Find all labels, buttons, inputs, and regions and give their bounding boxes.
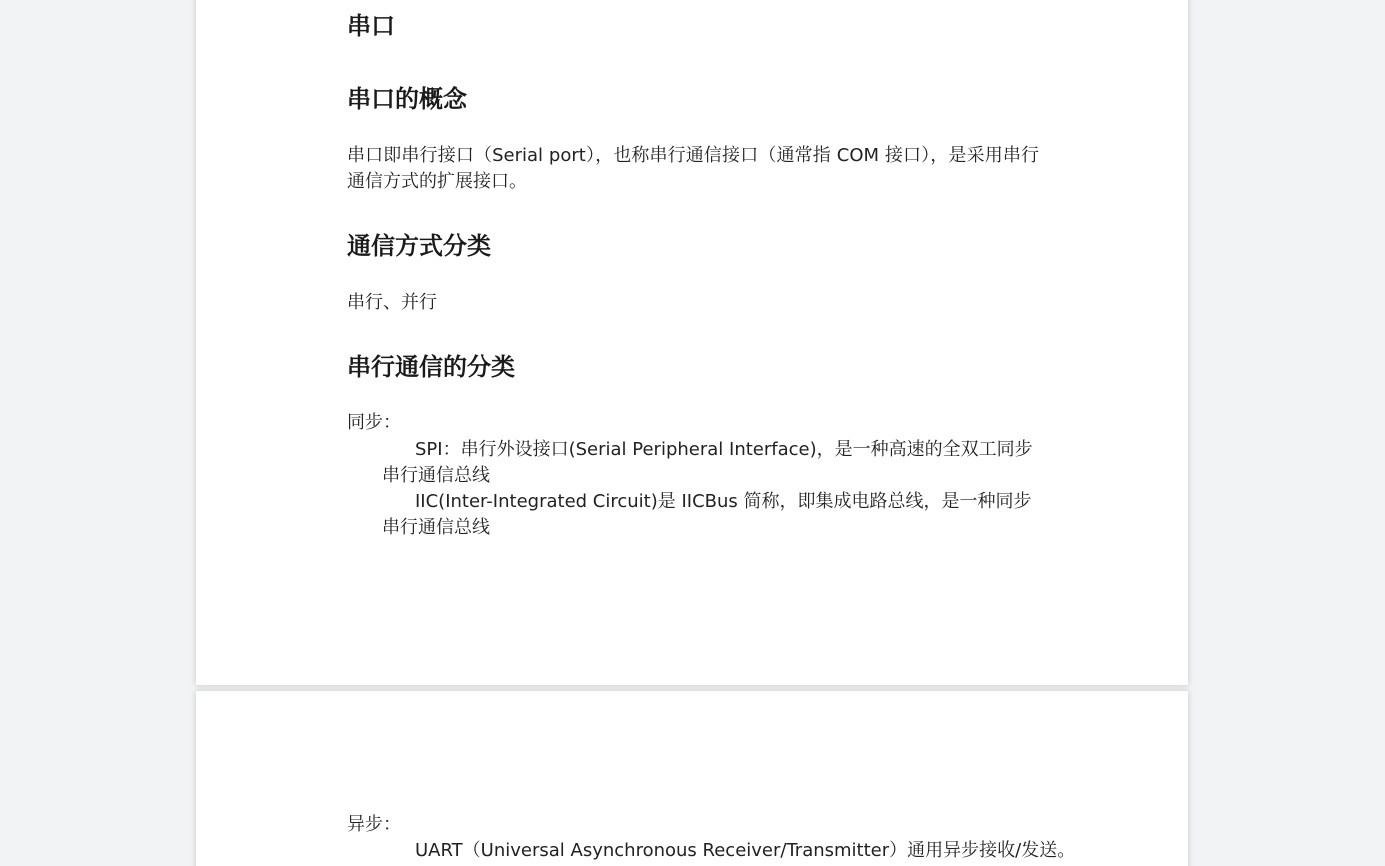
document-page-1 <box>196 0 1188 685</box>
section-body-comm-mode: 串行、并行 <box>347 292 437 313</box>
sync-item-spi-line1: SPI：串行外设接口(Serial Peripheral Interface)，是一种高速的全双工同步 <box>415 439 1033 460</box>
section-heading-comm-mode: 通信方式分类 <box>347 232 491 260</box>
section-body-concept: 串口即串行接口（Serial port），也称串行通信接口（通常指 COM 接口），是采用串行通信方式的扩展接口。 <box>347 145 1039 192</box>
sync-item-spi-line2: 串行通信总线 <box>382 465 490 486</box>
document-page-2 <box>196 691 1188 866</box>
async-item-uart: UART（Universal Asynchronous Receiver/Transmitter）通用异步接收/发送。 <box>415 840 1076 861</box>
async-label: 异步： <box>347 814 401 835</box>
section-heading-serial-classification: 串行通信的分类 <box>347 353 515 381</box>
sync-item-iic-line2: 串行通信总线 <box>382 517 490 538</box>
document-title: 串口 <box>347 12 395 40</box>
sync-item-iic-line1: IIC(Inter-Integrated Circuit)是 IICBus 简称，即集成电路总线，是一种同步 <box>415 491 1032 512</box>
section-heading-concept: 串口的概念 <box>347 85 467 113</box>
sync-label: 同步： <box>347 412 401 433</box>
